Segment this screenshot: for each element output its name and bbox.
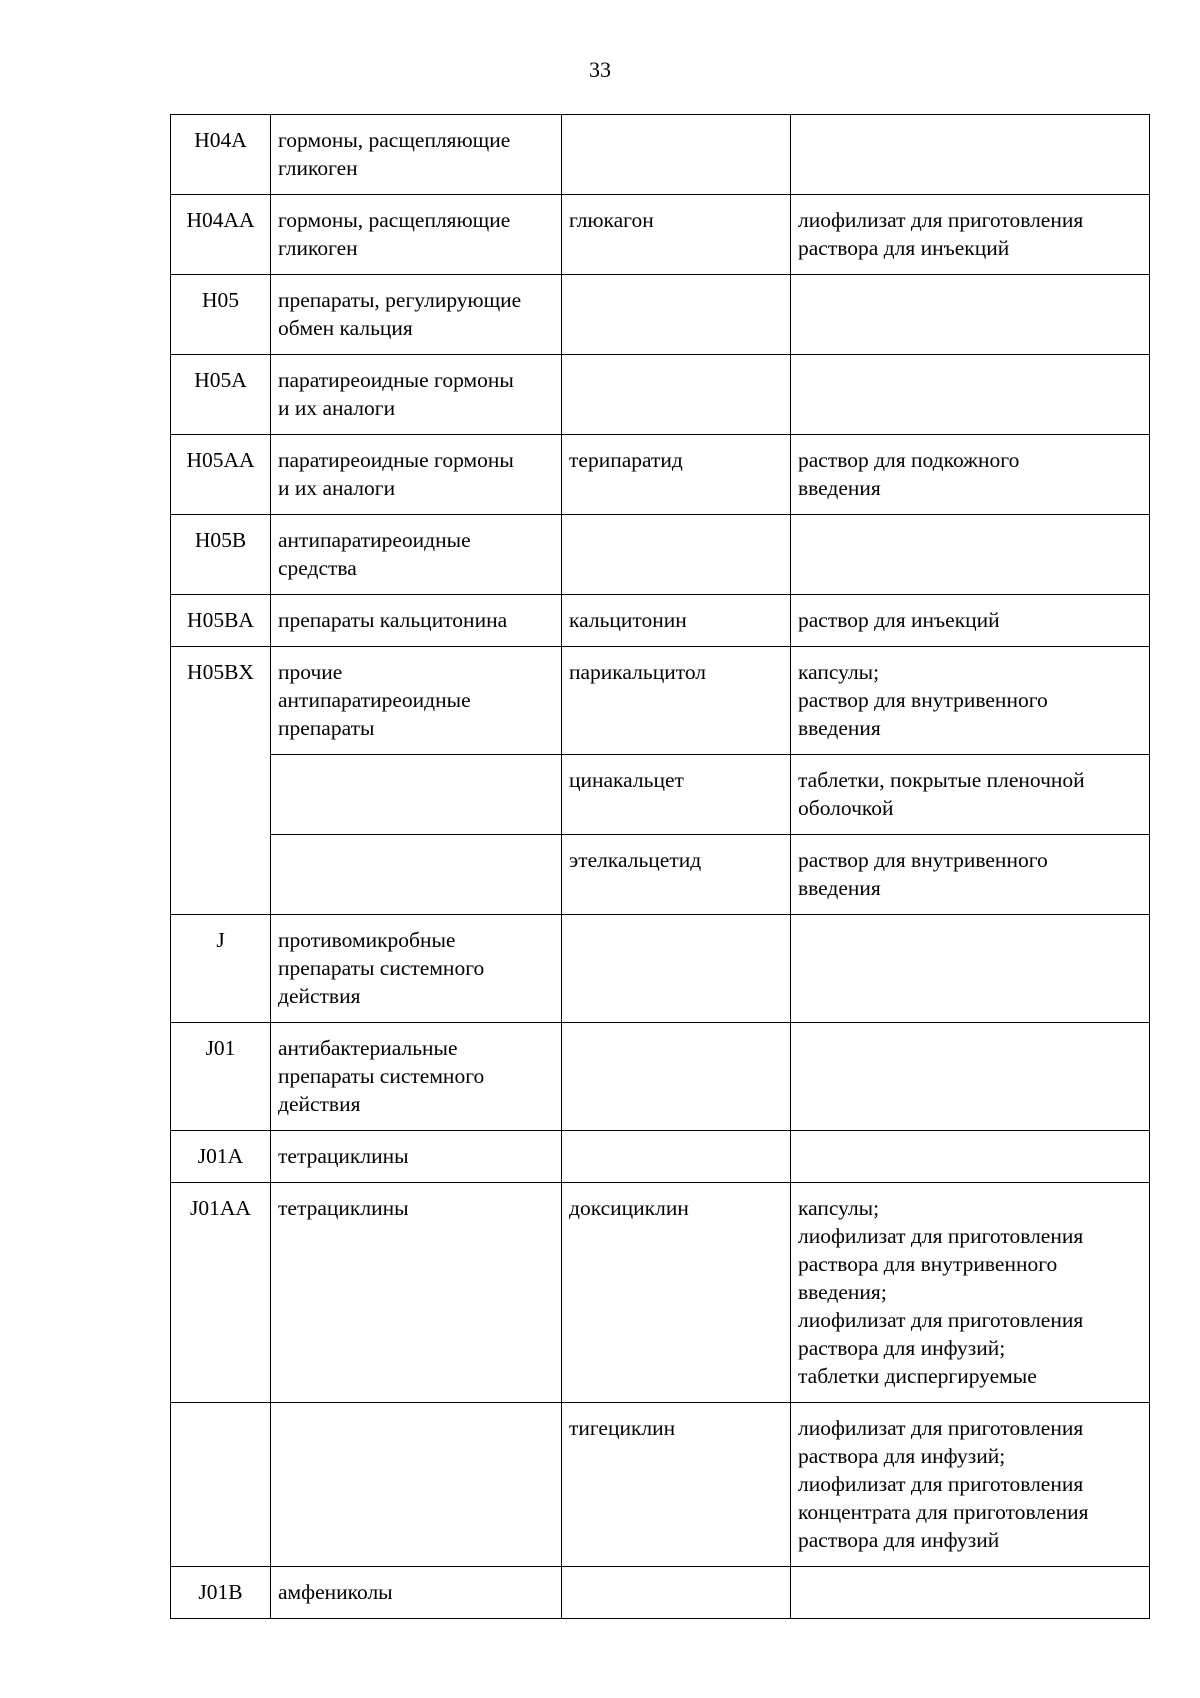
atc-code-cell: H05A	[171, 355, 271, 435]
dosage-form-cell: лиофилизат для приготовления раствора для инфузий; лиофилизат для приготовления концентрата для приготовления раствора для инфузий	[791, 1403, 1150, 1567]
table-row	[171, 1023, 1150, 1131]
table-row	[171, 1567, 1150, 1619]
page-number: 33	[589, 57, 611, 82]
atc-code-cell: H04A	[171, 115, 271, 195]
drug-name-cell	[562, 1023, 791, 1131]
dosage-form-cell	[791, 355, 1150, 435]
anatomical-group-cell: паратиреоидные гормоны и их аналоги	[271, 355, 562, 435]
table-row	[171, 755, 1150, 835]
atc-code-cell: J01	[171, 1023, 271, 1131]
dosage-form-cell	[791, 275, 1150, 355]
table-row	[171, 275, 1150, 355]
dosage-form-cell: раствор для внутривенного введения	[791, 835, 1150, 915]
dosage-form-cell: раствор для подкожного введения	[791, 435, 1150, 515]
table-row	[171, 115, 1150, 195]
drug-name-cell: глюкагон	[562, 195, 791, 275]
anatomical-group-cell: прочие антипаратиреоидные препараты	[271, 647, 562, 755]
atc-code-cell: H05B	[171, 515, 271, 595]
table-row	[171, 595, 1150, 647]
atc-code-cell: J	[171, 915, 271, 1023]
anatomical-group-cell: паратиреоидные гормоны и их аналоги	[271, 435, 562, 515]
anatomical-group-cell	[271, 835, 562, 915]
dosage-form-cell	[791, 1023, 1150, 1131]
atc-code-cell: J01AA	[171, 1183, 271, 1403]
atc-code-cell: H05BX	[171, 647, 271, 915]
atc-drug-table	[170, 114, 1150, 1619]
drug-name-cell: тигециклин	[562, 1403, 791, 1567]
atc-code-cell: H05BA	[171, 595, 271, 647]
anatomical-group-cell: антибактериальные препараты системного действия	[271, 1023, 562, 1131]
atc-code-cell: H04AA	[171, 195, 271, 275]
dosage-form-cell: таблетки, покрытые пленочной оболочкой	[791, 755, 1150, 835]
atc-code-cell: H05	[171, 275, 271, 355]
table-row	[171, 915, 1150, 1023]
drug-name-cell	[562, 915, 791, 1023]
dosage-form-cell	[791, 1131, 1150, 1183]
anatomical-group-cell: тетрациклины	[271, 1131, 562, 1183]
dosage-form-cell	[791, 115, 1150, 195]
drug-name-cell: терипаратид	[562, 435, 791, 515]
drug-name-cell	[562, 1567, 791, 1619]
drug-name-cell: доксициклин	[562, 1183, 791, 1403]
drug-name-cell	[562, 115, 791, 195]
drug-name-cell: этелкальцетид	[562, 835, 791, 915]
atc-code-cell: J01B	[171, 1567, 271, 1619]
table-row	[171, 1183, 1150, 1403]
atc-code-cell: H05AA	[171, 435, 271, 515]
table-row	[171, 195, 1150, 275]
drug-name-cell	[562, 275, 791, 355]
table-row	[171, 835, 1150, 915]
table-row	[171, 515, 1150, 595]
anatomical-group-cell: гормоны, расщепляющие гликоген	[271, 195, 562, 275]
anatomical-group-cell: антипаратиреоидные средства	[271, 515, 562, 595]
table-row	[171, 435, 1150, 515]
drug-name-cell: цинакальцет	[562, 755, 791, 835]
anatomical-group-cell	[271, 1403, 562, 1567]
table-row	[171, 1131, 1150, 1183]
anatomical-group-cell: тетрациклины	[271, 1183, 562, 1403]
dosage-form-cell: капсулы; лиофилизат для приготовления раствора для внутривенного введения; лиофилизат для приготовления раствора для инфузий; таблетки диспергируемые	[791, 1183, 1150, 1403]
drug-name-cell	[562, 515, 791, 595]
anatomical-group-cell: гормоны, расщепляющие гликоген	[271, 115, 562, 195]
drug-name-cell: парикальцитол	[562, 647, 791, 755]
drug-name-cell	[562, 355, 791, 435]
drug-name-cell	[562, 1131, 791, 1183]
dosage-form-cell: лиофилизат для приготовления раствора для инъекций	[791, 195, 1150, 275]
anatomical-group-cell: препараты, регулирующие обмен кальция	[271, 275, 562, 355]
table-row	[171, 355, 1150, 435]
atc-code-cell	[171, 1403, 271, 1567]
anatomical-group-cell: противомикробные препараты системного действия	[271, 915, 562, 1023]
table-row	[171, 1403, 1150, 1567]
drug-name-cell: кальцитонин	[562, 595, 791, 647]
anatomical-group-cell: препараты кальцитонина	[271, 595, 562, 647]
table-row	[171, 647, 1150, 755]
atc-code-cell: J01A	[171, 1131, 271, 1183]
anatomical-group-cell	[271, 755, 562, 835]
dosage-form-cell	[791, 915, 1150, 1023]
dosage-form-cell	[791, 1567, 1150, 1619]
dosage-form-cell: раствор для инъекций	[791, 595, 1150, 647]
dosage-form-cell: капсулы; раствор для внутривенного введения	[791, 647, 1150, 755]
dosage-form-cell	[791, 515, 1150, 595]
anatomical-group-cell: амфениколы	[271, 1567, 562, 1619]
